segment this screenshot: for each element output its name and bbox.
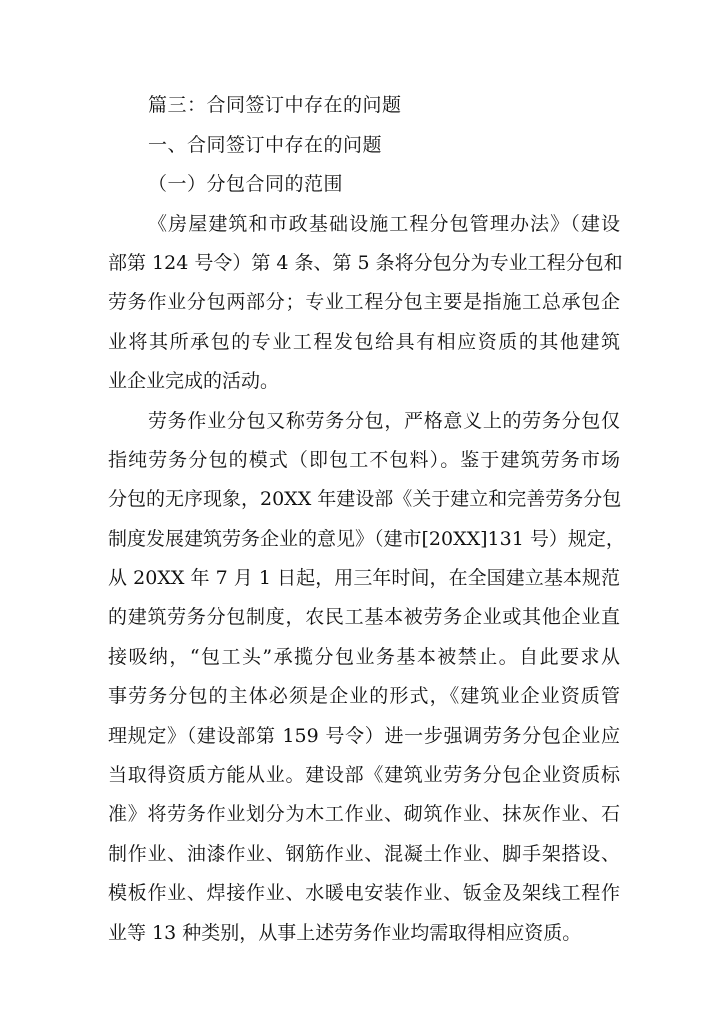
paragraph-line: 当取得资质方能从业。建设部《建筑业劳务分包企业资质标 xyxy=(108,764,620,786)
paragraph-line: 指纯劳务分包的模式（即包工不包料）。鉴于建筑劳务市场 xyxy=(108,449,620,471)
paragraph-line: 理规定》（建设部第 159 号令）进一步强调劳务分包企业应 xyxy=(108,725,620,747)
paragraph-line: 业将其所承包的专业工程发包给具有相应资质的其他建筑 xyxy=(108,331,620,353)
paragraph-line: 准》将劳务作业划分为木工作业、砌筑作业、抹灰作业、石 xyxy=(108,803,620,825)
paragraph-line: 接吸纳，“包工头”承揽分包业务基本被禁止。自此要求从 xyxy=(108,646,620,668)
paragraph-line: 部第 124 号令）第 4 条、第 5 条将分包分为专业工程分包和 xyxy=(108,252,623,274)
paragraph-line: 模板作业、焊接作业、水暖电安装作业、钣金及架线工程作 xyxy=(108,882,620,904)
paragraph-line: 劳务作业分包两部分；专业工程分包主要是指施工总承包企 xyxy=(108,291,620,313)
paragraph-line: 制度发展建筑劳务企业的意见》（建市[20XX]131 号）规定， xyxy=(108,528,625,550)
paragraph-line: 业等 13 种类别，从事上述劳务作业均需取得相应资质。 xyxy=(108,922,582,944)
paragraph-line: 劳务作业分包又称劳务分包，严格意义上的劳务分包仅 xyxy=(148,410,620,432)
paragraph-line: 制作业、油漆作业、钢筋作业、混凝土作业、脚手架搭设、 xyxy=(108,843,620,865)
paragraph-line: 事劳务分包的主体必须是企业的形式，《建筑业企业资质管 xyxy=(108,685,620,707)
subsection-heading: （一）分包合同的范围 xyxy=(148,173,344,195)
section-heading: 一、合同签订中存在的问题 xyxy=(148,134,383,156)
document-title: 篇三：合同签订中存在的问题 xyxy=(148,94,402,116)
paragraph-line: 《房屋建筑和市政基础设施工程分包管理办法》（建设 xyxy=(148,213,620,235)
paragraph-line: 的建筑劳务分包制度，农民工基本被劳务企业或其他企业直 xyxy=(108,606,620,628)
paragraph-line: 分包的无序现象，20XX 年建设部《关于建立和完善劳务分包 xyxy=(108,488,622,510)
paragraph-line: 业企业完成的活动。 xyxy=(108,370,280,392)
paragraph-line: 从 20XX 年 7 月 1 日起，用三年时间，在全国建立基本规范 xyxy=(108,567,620,589)
